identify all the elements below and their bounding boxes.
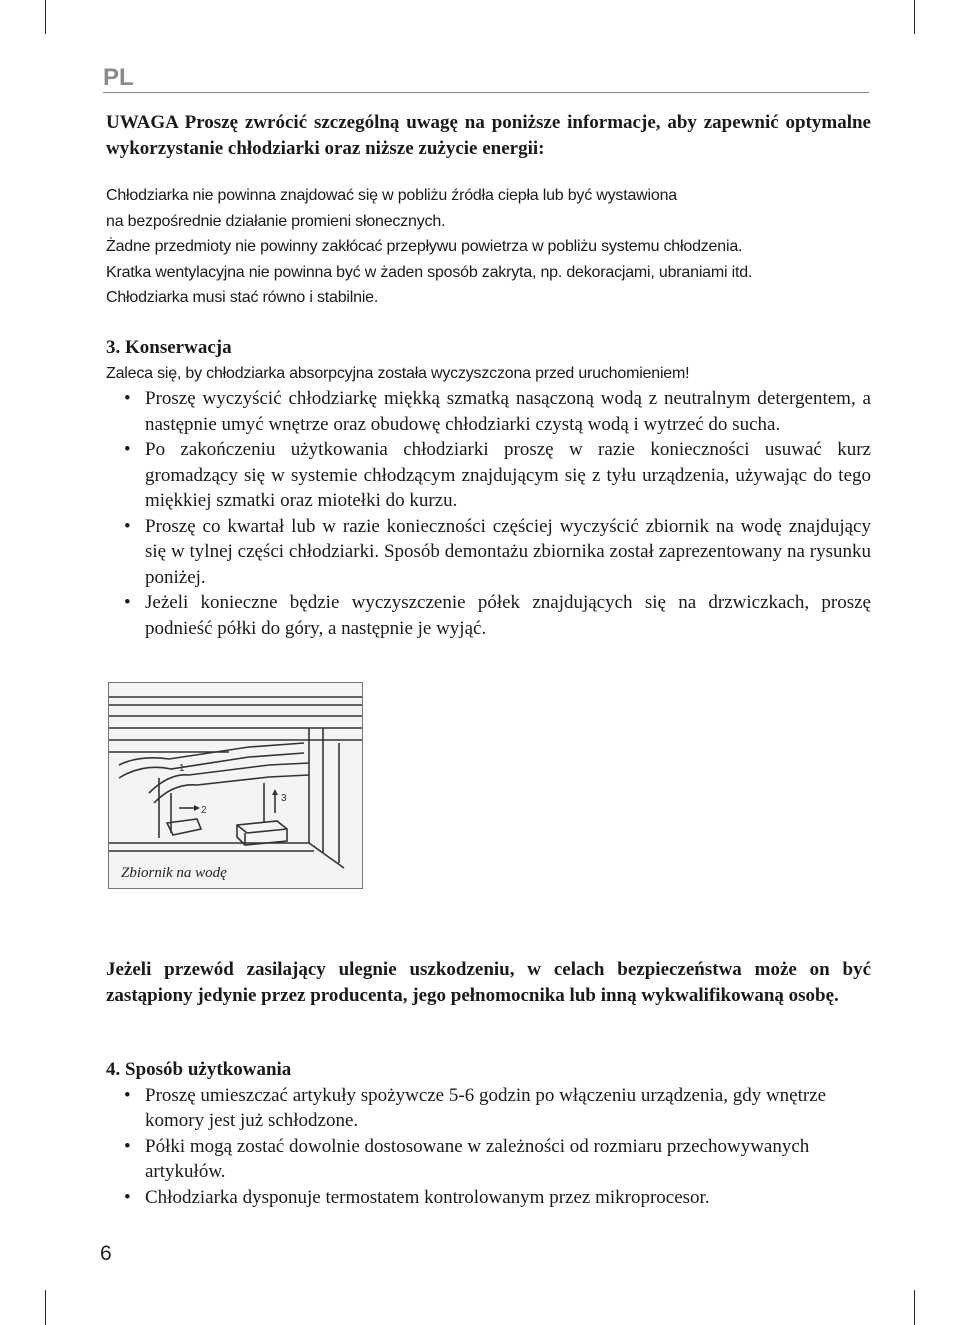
figure-caption: Zbiornik na wodę — [121, 865, 231, 882]
list-item: • Chłodziarka dysponuje termostatem kontrolowanym przez mikroprocesor. — [106, 1185, 871, 1211]
notice-line: Kratka wentylacyjna nie powinna być w żaden sposób zakryta, np. dekoracjami, ubraniami itd. — [106, 263, 753, 281]
bullet-icon: • — [124, 388, 131, 409]
crop-mark — [914, 1290, 915, 1325]
page-number: 6 — [100, 1242, 112, 1265]
section-intro: Zaleca się, by chłodziarka absorpcyjna została wyczyszczona przed uruchomieniem! — [106, 364, 690, 382]
notice-list — [106, 183, 871, 311]
bullet-icon: • — [124, 1135, 131, 1157]
bullet-icon: • — [124, 592, 131, 613]
power-cord-warning — [106, 957, 871, 1008]
notice-heading-text: UWAGA Proszę zwrócić szczególną uwagę na poniższe informacje, aby zapewnić optymalne wykorzystanie chłodziarki oraz niższe zużycie energii: — [106, 112, 871, 159]
section-title: 4. Sposób użytkowania — [106, 1059, 292, 1080]
figure-label: 1 — [179, 763, 185, 774]
list-item: • Proszę umieszczać artykuły spożywcze 5-6 godzin po włączeniu urządzenia, gdy wnętrze komory jest już schłodzone. — [124, 1084, 827, 1131]
bullet-icon: • — [124, 439, 131, 460]
list-item: • Półki mogą zostać dowolnie dostosowane w zależności od rozmiaru przechowywanych artykułów. — [124, 1135, 810, 1182]
header-rule — [103, 92, 869, 93]
crop-mark — [45, 0, 46, 34]
notice-line: Chłodziarka nie powinna znajdować się w pobliżu źródła ciepła lub być wystawiona — [106, 187, 677, 204]
fridge-diagram — [109, 683, 362, 888]
list-item: • Jeżeli konieczne będzie wyczyszczenie półek znajdujących się na drzwiczkach, proszę podnieść półki do góry, a następnie je wyjąć. — [124, 592, 871, 639]
crop-mark — [45, 1290, 46, 1325]
section-title: 3. Konserwacja — [106, 337, 232, 358]
notice-line: Chłodziarka musi stać równo i stabilnie. — [106, 289, 379, 306]
crop-mark — [914, 0, 915, 34]
section-usage — [106, 1057, 871, 1210]
bullet-icon: • — [124, 1186, 131, 1208]
notice-line: Żadne przedmioty nie powinny zakłócać przepływu powietrza w pobliżu systemu chłodzenia. — [106, 238, 743, 255]
figure-label: 2 — [201, 805, 207, 816]
maintenance-list — [106, 386, 871, 641]
notice-line: na bezpośrednie działanie promieni słonecznych. — [106, 212, 446, 230]
section-maintenance — [106, 335, 871, 641]
water-tank-figure — [108, 682, 363, 889]
list-item: • Proszę wyczyścić chłodziarkę miękką szmatką nasączoną wodą z neutralnym detergentem, a następnie umyć wnętrze oraz obudowę chłodziarki czystą wodą i wytrzeć do sucha. — [124, 388, 871, 435]
list-item: • Proszę co kwartał lub w razie konieczności częściej wyczyścić zbiornik na wodę znajdujący się w tylnej części chłodziarki. Sposób demontażu zbiornika został zaprezentowany na rysunku poniżej. — [124, 515, 871, 588]
warning-text: Jeżeli przewód zasilający ulegnie uszkodzeniu, w celach bezpieczeństwa może on być zastąpiony jedynie przez producenta, jego pełnomocnika lub inną wykwalifikowaną osobę. — [106, 959, 871, 1006]
usage-list — [106, 1083, 871, 1211]
language-label: PL — [103, 64, 134, 91]
bullet-icon: • — [124, 1084, 131, 1106]
notice-heading — [106, 110, 871, 161]
bullet-icon: • — [124, 515, 131, 537]
figure-label: 3 — [281, 793, 287, 804]
list-item: • Po zakończeniu użytkowania chłodziarki proszę w razie konieczności usuwać kurz gromadzący się w systemie chłodzącym znajdującym się z tyłu urządzenia, używając do tego miękkiej szmatki oraz miotełki do kurzu. — [124, 439, 871, 511]
